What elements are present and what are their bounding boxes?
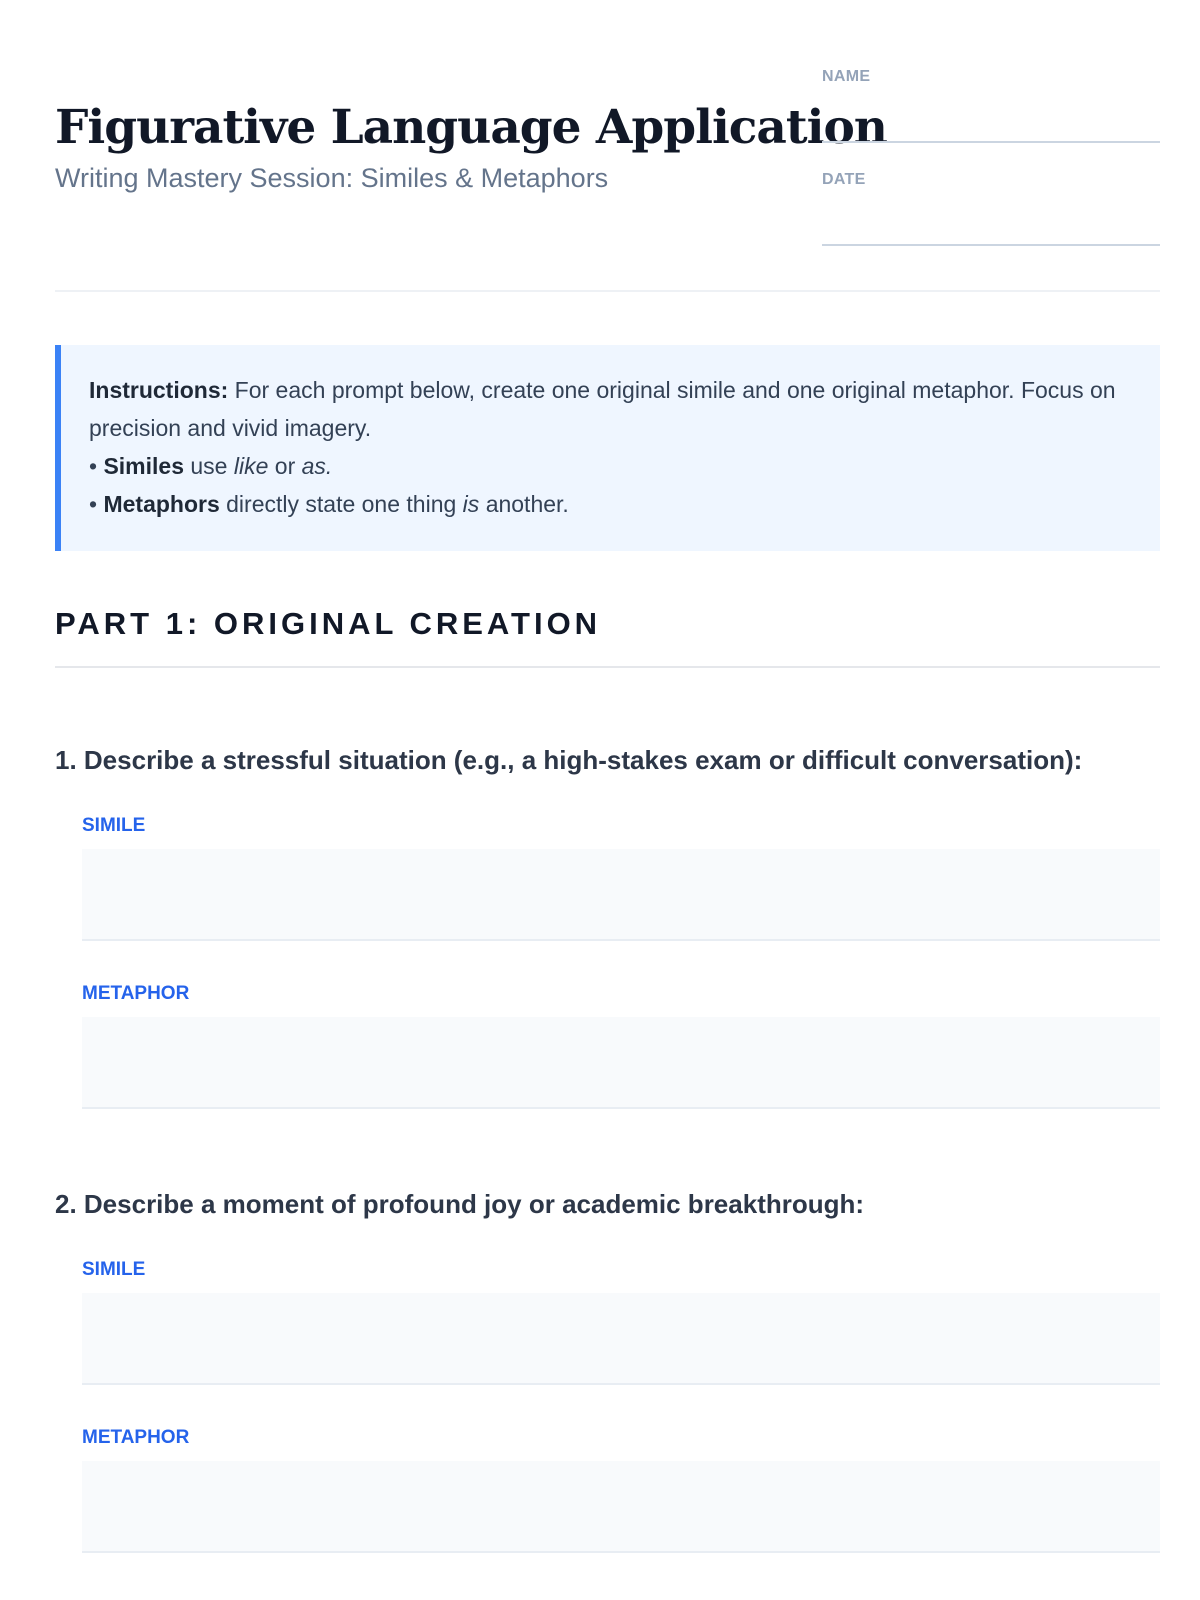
question-2-prompt: 2. Describe a moment of profound joy or academic breakthrough:	[55, 1189, 865, 1219]
name-label: NAME	[822, 68, 871, 85]
question-1-prompt: 1. Describe a stressful situation (e.g., a high-stakes exam or difficult conversation):	[55, 745, 1083, 775]
simile-term: Similes	[103, 453, 184, 479]
date-input-line[interactable]	[822, 244, 1160, 246]
name-field	[822, 66, 1160, 169]
student-info	[822, 66, 1160, 272]
question-2-simile-label: SIMILE	[82, 1259, 146, 1280]
worksheet-page	[55, 0, 1160, 1448]
question-2-metaphor-label: METAPHOR	[82, 1427, 190, 1448]
instructions-box	[55, 345, 1160, 551]
page-title: Figurative Language Application	[55, 100, 887, 155]
metaphor-is: is	[462, 491, 480, 517]
metaphor-term: Metaphors	[103, 491, 220, 517]
instructions-lead: Instructions:	[89, 377, 229, 403]
question-2-metaphor-input[interactable]	[82, 1461, 1160, 1553]
page-subtitle: Writing Mastery Session: Similes & Metaphors	[55, 163, 609, 193]
instructions-paragraph	[89, 377, 1116, 441]
question-1-simile-label: SIMILE	[82, 815, 146, 836]
question-1-metaphor-label: METAPHOR	[82, 983, 190, 1004]
metaphor-bullet-text: directly state one thing	[226, 491, 457, 517]
simile-bullet-text: use	[190, 453, 228, 479]
instructions-text: For each prompt below, create one original simile and one original metaphor. Focus on precision and vivid imagery.	[89, 377, 1116, 441]
name-input-line[interactable]	[822, 141, 1160, 143]
section-title: PART 1: ORIGINAL CREATION	[55, 606, 1160, 668]
question-1-simile-input[interactable]	[82, 849, 1160, 941]
simile-or: or	[274, 453, 296, 479]
simile-bullet: • Similes use like or as.	[89, 453, 333, 479]
metaphor-bullet-end: another.	[485, 491, 569, 517]
question-2-simile-input[interactable]	[82, 1293, 1160, 1385]
simile-like: like	[233, 453, 269, 479]
worksheet-header	[55, 0, 1160, 292]
date-field	[822, 169, 1160, 272]
question-1-metaphor-input[interactable]	[82, 1017, 1160, 1109]
date-label: DATE	[822, 171, 866, 188]
metaphor-bullet: • Metaphors directly state one thing is another.	[89, 491, 569, 517]
simile-as: as.	[301, 453, 333, 479]
